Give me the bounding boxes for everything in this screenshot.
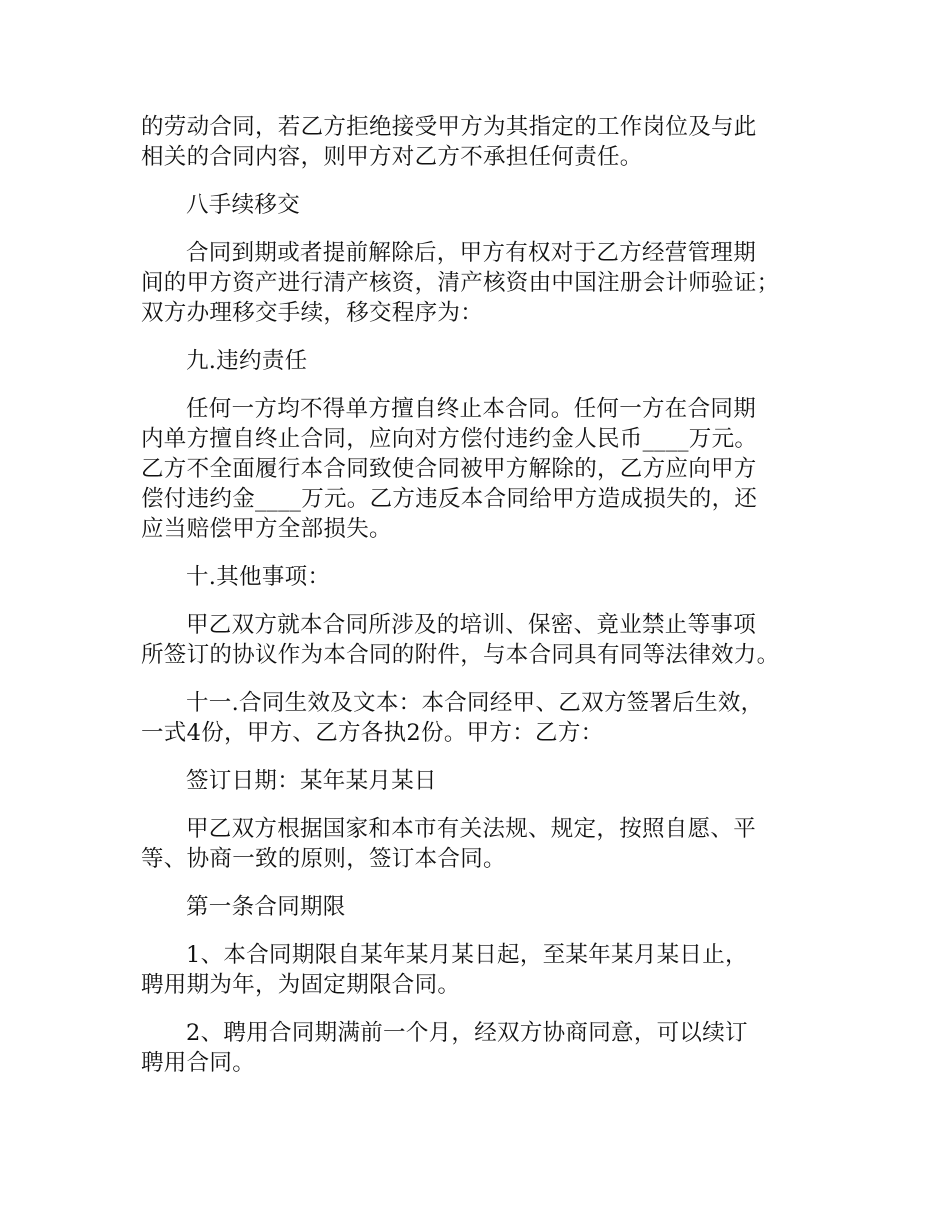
paragraph-line: 应当赔偿甲方全部损失。 <box>141 516 392 542</box>
paragraph-handover <box>141 238 831 328</box>
paragraph-line: 2、聘用合同期满前一个月，经双方协商同意，可以续订 <box>186 1020 748 1046</box>
paragraph-line: 十一.合同生效及文本：本合同经甲、乙双方签署后生效， <box>186 690 764 716</box>
paragraph-line: 任何一方均不得单方擅自终止本合同。任何一方在合同期 <box>186 396 757 422</box>
document-body <box>141 112 831 1096</box>
paragraph-line: 双方办理移交手续，移交程序为： <box>141 300 484 326</box>
paragraph-line: 甲乙双方根据国家和本市有关法规、规定，按照自愿、平 <box>186 816 757 842</box>
paragraph-term-1 <box>141 940 831 1000</box>
section-heading-handover <box>141 190 831 220</box>
paragraph-line: 间的甲方资产进行清产核资，清产核资由中国注册会计师验证； <box>141 270 780 296</box>
heading-text: 第一条合同期限 <box>186 894 346 920</box>
paragraph-breach <box>141 394 831 544</box>
paragraph-line: 1、本合同期限自某年某月某日起，至某年某月某日止， <box>186 942 748 968</box>
paragraph-line: 内单方擅自终止合同，应向对方偿付违约金人民币____万元。 <box>141 426 758 452</box>
section-heading-breach <box>141 346 831 376</box>
paragraph-line: 偿付违约金____万元。乙方违反本合同给甲方造成损失的，还 <box>141 486 758 512</box>
section-heading-term <box>141 892 831 922</box>
paragraph-line: 等、协商一致的原则，签订本合同。 <box>141 846 506 872</box>
heading-text: 九.违约责任 <box>186 348 308 374</box>
signing-date <box>141 766 831 796</box>
paragraph-line: 乙方不全面履行本合同致使合同被甲方解除的，乙方应向甲方 <box>141 456 757 482</box>
paragraph-1 <box>141 112 831 172</box>
paragraph-principles <box>141 814 831 874</box>
paragraph-line: 甲乙双方就本合同所涉及的培训、保密、竟业禁止等事项 <box>186 612 757 638</box>
paragraph-line: 的劳动合同，若乙方拒绝接受甲方为其指定的工作岗位及与此 <box>141 114 757 140</box>
paragraph-line: 相关的合同内容，则甲方对乙方不承担任何责任。 <box>141 144 643 170</box>
section-heading-other <box>141 562 831 592</box>
paragraph-term-2 <box>141 1018 831 1078</box>
paragraph-effective <box>141 688 831 748</box>
paragraph-line: 所签订的协议作为本合同的附件，与本合同具有同等法律效力。 <box>141 642 780 668</box>
paragraph-line: 签订日期：某年某月某日 <box>186 768 437 794</box>
paragraph-line: 聘用合同。 <box>141 1050 256 1076</box>
paragraph-other <box>141 610 831 670</box>
paragraph-line: 一式4份，甲方、乙方各执2份。甲方：乙方： <box>141 720 604 746</box>
heading-text: 十.其他事项： <box>186 564 331 590</box>
paragraph-line: 聘用期为年，为固定期限合同。 <box>141 972 461 998</box>
heading-text: 八手续移交 <box>186 192 301 218</box>
paragraph-line: 合同到期或者提前解除后，甲方有权对于乙方经营管理期 <box>186 240 757 266</box>
